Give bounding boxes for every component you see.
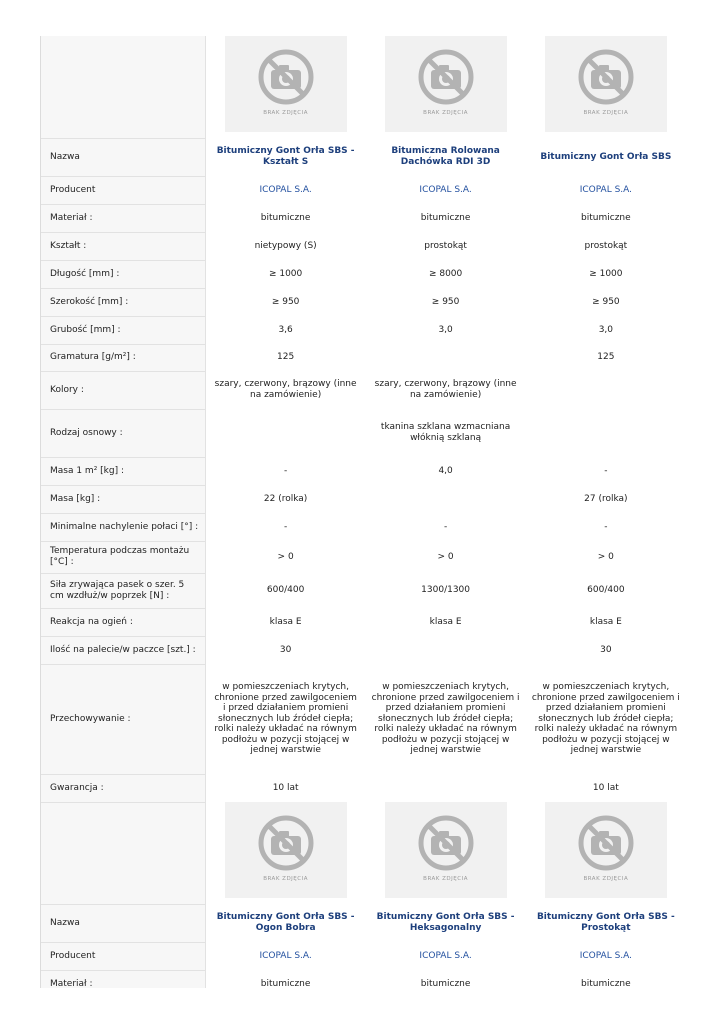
row-nazwa bbox=[41, 138, 686, 176]
value-cell: bitumiczne bbox=[581, 212, 631, 223]
value-cell bbox=[365, 485, 525, 513]
value-cell: prostokąt bbox=[424, 240, 467, 251]
product-image-cell bbox=[365, 802, 525, 904]
row-przechowywanie bbox=[41, 664, 686, 774]
row-label: Kształt : bbox=[41, 232, 205, 260]
product-name-link[interactable]: Bitumiczny Gont Orła SBS - Heksagonalny bbox=[376, 912, 515, 933]
row-producent bbox=[41, 176, 686, 204]
value-cell: 125 bbox=[597, 352, 615, 363]
row-label: Nazwa bbox=[41, 138, 205, 176]
value-cell: > 0 bbox=[437, 551, 454, 562]
row-label: Siła zrywająca pasek o szer. 5 cm wzdłuż/w poprzek [N] : bbox=[41, 573, 205, 608]
product-image-cell bbox=[205, 802, 365, 904]
row-label: Materiał : bbox=[41, 204, 205, 232]
value-cell: 22 (rolka) bbox=[263, 493, 308, 504]
value-cell: ≥ 1000 bbox=[268, 268, 303, 279]
row-reakcja bbox=[41, 608, 686, 636]
row-masa1 bbox=[41, 457, 686, 485]
no-photo-icon bbox=[578, 49, 634, 105]
value-cell: bitumiczne bbox=[260, 978, 311, 988]
no-image-text: BRAK ZDJĘCIA bbox=[263, 876, 309, 883]
producer-link[interactable]: ICOPAL S.A. bbox=[259, 950, 312, 961]
value-cell: szary, czerwony, brązowy (inne na zamówienie) bbox=[214, 379, 357, 400]
value-cell: 1300/1300 bbox=[421, 585, 471, 596]
no-photo-icon bbox=[258, 49, 314, 105]
row-rodzaj bbox=[41, 409, 686, 457]
row-label bbox=[41, 36, 205, 138]
row-label: Ilość na palecie/w paczce [szt.] : bbox=[41, 636, 205, 664]
row-label: Materiał : bbox=[41, 970, 205, 988]
product-name-link[interactable]: Bitumiczny Gont Orła SBS - Ogon Bobra bbox=[216, 912, 355, 933]
product-image-cell bbox=[365, 36, 525, 138]
row-label bbox=[41, 802, 205, 904]
value-cell: 30 bbox=[279, 644, 292, 655]
value-cell: 600/400 bbox=[587, 585, 625, 596]
comparison-frame bbox=[40, 36, 686, 988]
row-label: Kolory : bbox=[41, 371, 205, 409]
no-image-text: BRAK ZDJĘCIA bbox=[583, 110, 629, 117]
row-ilosc bbox=[41, 636, 686, 664]
no-photo-icon bbox=[258, 815, 314, 871]
value-cell: szary, czerwony, brązowy (inne na zamówienie) bbox=[374, 379, 517, 400]
comparison-table bbox=[41, 36, 686, 988]
value-cell: > 0 bbox=[597, 551, 614, 562]
value-cell: bitumiczne bbox=[581, 978, 631, 988]
row-gwarancja bbox=[41, 774, 686, 802]
product-image[interactable] bbox=[225, 36, 347, 132]
value-cell: 10 lat bbox=[272, 782, 299, 793]
row-kolory bbox=[41, 371, 686, 409]
row-material bbox=[41, 204, 686, 232]
value-cell: 125 bbox=[277, 352, 295, 363]
row-label: Gramatura [g/m²] : bbox=[41, 344, 205, 371]
product-image-cell bbox=[526, 36, 686, 138]
value-cell: nietypowy (S) bbox=[254, 240, 317, 251]
row-sila bbox=[41, 573, 686, 608]
value-cell: 30 bbox=[600, 644, 612, 655]
value-cell: bitumiczne bbox=[420, 212, 471, 223]
row-label: Gwarancja : bbox=[41, 774, 205, 802]
value-cell: w pomieszczeniach krytych, chronione przed zawilgoceniem i przed działaniem promieni słonecznych lub źródeł ciepła; rolki należy układać na równym podłożu w pozycji stojącej w jednej warstwie bbox=[214, 681, 357, 756]
row-image bbox=[41, 36, 686, 138]
value-cell: - bbox=[604, 521, 608, 532]
product-image[interactable] bbox=[385, 36, 507, 132]
row-label: Masa 1 m² [kg] : bbox=[41, 457, 205, 485]
row-label: Temperatura podczas montażu [°C] : bbox=[41, 541, 205, 573]
row-label: Reakcja na ogień : bbox=[41, 608, 205, 636]
product-name-link[interactable]: Bitumiczny Gont Orła SBS - Kształt S bbox=[216, 146, 355, 167]
value-cell: 4,0 bbox=[438, 465, 453, 476]
value-cell: - bbox=[604, 465, 608, 476]
value-cell bbox=[526, 371, 686, 409]
value-cell: 3,6 bbox=[278, 324, 293, 335]
product-image[interactable] bbox=[545, 802, 667, 898]
value-cell: prostokąt bbox=[584, 240, 628, 251]
row-label: Nazwa bbox=[41, 904, 205, 942]
product-name-link[interactable]: Bitumiczny Gont Orła SBS - Prostokąt bbox=[536, 912, 675, 933]
no-photo-icon bbox=[418, 815, 474, 871]
value-cell: ≥ 8000 bbox=[428, 268, 463, 279]
value-cell bbox=[365, 636, 525, 664]
value-cell: w pomieszczeniach krytych, chronione przed zawilgoceniem i przed działaniem promieni słonecznych lub źródeł ciepła; rolki należy układać na równym podłożu w pozycji stojącej w jednej warstwie bbox=[531, 681, 680, 756]
value-cell: > 0 bbox=[277, 551, 294, 562]
row-producent bbox=[41, 942, 686, 970]
row-szerokosc bbox=[41, 288, 686, 316]
row-temperatura bbox=[41, 541, 686, 573]
product-name-link[interactable]: Bitumiczny Gont Orła SBS bbox=[540, 151, 672, 162]
no-image-text: BRAK ZDJĘCIA bbox=[423, 876, 468, 883]
value-cell bbox=[526, 409, 686, 457]
value-cell: bitumiczne bbox=[260, 212, 311, 223]
no-photo-icon bbox=[578, 815, 634, 871]
value-cell: - bbox=[283, 521, 288, 532]
no-image-text: BRAK ZDJĘCIA bbox=[583, 876, 629, 883]
value-cell: 10 lat bbox=[592, 782, 619, 793]
value-cell: w pomieszczeniach krytych, chronione przed zawilgoceniem i przed działaniem promieni słonecznych lub źródeł ciepła; rolki należy układać na równym podłożu w pozycji stojącej w jednej warstwie bbox=[371, 681, 520, 756]
value-cell: tkanina szklana wzmacniana włóknią szklaną bbox=[380, 422, 511, 443]
value-cell: 600/400 bbox=[266, 585, 305, 596]
producer-link[interactable]: ICOPAL S.A. bbox=[259, 184, 312, 195]
row-dlugosc bbox=[41, 260, 686, 288]
value-cell: ≥ 1000 bbox=[589, 268, 623, 279]
product-image[interactable] bbox=[385, 802, 507, 898]
producer-link[interactable]: ICOPAL S.A. bbox=[419, 184, 472, 195]
value-cell: - bbox=[443, 521, 448, 532]
value-cell: 3,0 bbox=[438, 324, 453, 335]
producer-link[interactable]: ICOPAL S.A. bbox=[579, 950, 633, 961]
value-cell: 27 (rolka) bbox=[584, 493, 628, 504]
row-ksztalt bbox=[41, 232, 686, 260]
row-image bbox=[41, 802, 686, 904]
product-image-cell bbox=[205, 36, 365, 138]
value-cell: 3,0 bbox=[598, 324, 614, 335]
row-label: Minimalne nachylenie połaci [°] : bbox=[41, 513, 205, 541]
no-image-text: BRAK ZDJĘCIA bbox=[263, 110, 309, 117]
row-material bbox=[41, 970, 686, 988]
value-cell bbox=[365, 344, 525, 371]
value-cell: klasa E bbox=[429, 616, 462, 627]
product-image[interactable] bbox=[225, 802, 347, 898]
product-image[interactable] bbox=[545, 36, 667, 132]
product-name-link[interactable]: Bitumiczna Rolowana Dachówka RDI 3D bbox=[391, 146, 500, 167]
row-grubosc bbox=[41, 316, 686, 344]
value-cell bbox=[365, 774, 525, 802]
producer-link[interactable]: ICOPAL S.A. bbox=[579, 184, 633, 195]
row-masa bbox=[41, 485, 686, 513]
value-cell: klasa E bbox=[269, 616, 302, 627]
no-photo-icon bbox=[418, 49, 474, 105]
row-label: Producent bbox=[41, 942, 205, 970]
product-image-cell bbox=[526, 802, 686, 904]
row-label: Rodzaj osnowy : bbox=[41, 409, 205, 457]
row-label: Producent bbox=[41, 176, 205, 204]
value-cell: ≥ 950 bbox=[271, 296, 300, 307]
row-nachylenie bbox=[41, 513, 686, 541]
row-label: Długość [mm] : bbox=[41, 260, 205, 288]
row-label: Grubość [mm] : bbox=[41, 316, 205, 344]
value-cell: bitumiczne bbox=[420, 978, 471, 988]
value-cell: ≥ 950 bbox=[431, 296, 460, 307]
row-gramatura bbox=[41, 344, 686, 371]
row-label: Masa [kg] : bbox=[41, 485, 205, 513]
row-nazwa bbox=[41, 904, 686, 942]
value-cell: klasa E bbox=[589, 616, 622, 627]
no-image-text: BRAK ZDJĘCIA bbox=[423, 110, 468, 117]
value-cell: ≥ 950 bbox=[592, 296, 620, 307]
row-label: Szerokość [mm] : bbox=[41, 288, 205, 316]
row-label: Przechowywanie : bbox=[41, 664, 205, 774]
value-cell: - bbox=[283, 465, 288, 476]
value-cell bbox=[205, 409, 365, 457]
producer-link[interactable]: ICOPAL S.A. bbox=[419, 950, 472, 961]
